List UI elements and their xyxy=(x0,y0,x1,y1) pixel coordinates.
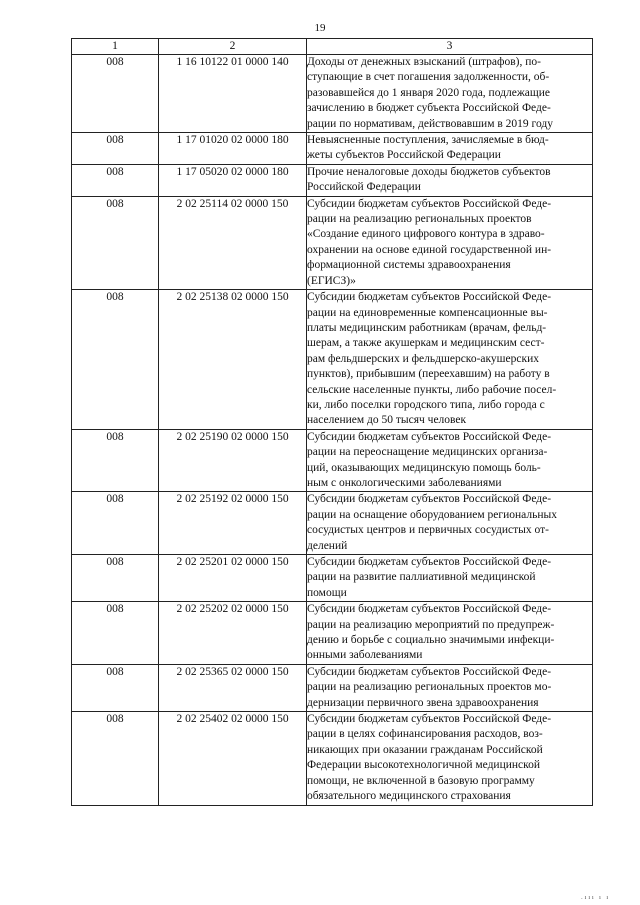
description-line: Доходы от денежных взысканий (штрафов), по- xyxy=(307,56,541,68)
description-line: помощи, не включенной в базовую программу xyxy=(307,774,535,787)
budget-code-cell: 2 02 25202 02 0000 150 xyxy=(159,602,307,665)
description-line: сельские населенные пункты, либо рабочие посел- xyxy=(307,383,557,396)
description-line: Субсидии бюджетам субъектов Российской Феде- xyxy=(307,291,552,304)
description-line: рации на оснащение оборудованием региональных xyxy=(307,508,557,521)
description-line: жеты субъектов Российской Федерации xyxy=(307,149,501,162)
page-number: 19 xyxy=(314,22,326,34)
budget-code-cell: 2 02 25192 02 0000 150 xyxy=(159,492,307,555)
table-row xyxy=(72,555,593,602)
budget-code-cell: 1 17 05020 02 0000 180 xyxy=(159,164,307,196)
description-cell xyxy=(307,664,593,711)
table-row xyxy=(72,664,593,711)
description-line: Субсидии бюджетам субъектов Российской Феде- xyxy=(307,665,552,678)
description-line: рации по нормативам, действовавшим в 2019 году xyxy=(307,117,553,130)
description-line: рации на развитие паллиативной медицинской xyxy=(307,571,536,584)
description-cell xyxy=(307,196,593,289)
footer-mark: .ııı ı ı xyxy=(581,895,610,901)
description-line: рации на реализацию региональных проектов мо- xyxy=(307,681,552,694)
table-row xyxy=(72,712,593,805)
description-line: дению и борьбе с социально значимыми инфекци- xyxy=(307,634,555,647)
description-line: охранении на основе единой государственной ин- xyxy=(307,243,552,256)
description-cell xyxy=(307,712,593,805)
admin-code-cell: 008 xyxy=(72,555,159,602)
description-line: Субсидии бюджетам субъектов Российской Феде- xyxy=(307,556,552,568)
description-line: шерам, а также акушеркам и медицинским сест- xyxy=(307,337,545,350)
budget-code-cell: 2 02 25365 02 0000 150 xyxy=(159,664,307,711)
table-row xyxy=(72,196,593,289)
budget-revenue-table xyxy=(71,38,593,806)
table-header-row xyxy=(72,39,593,55)
description-cell xyxy=(307,55,593,133)
description-line: никающих при оказании гражданам Российской xyxy=(307,743,543,756)
description-line: делений xyxy=(307,539,348,552)
description-line: Прочие неналоговые доходы бюджетов субъектов xyxy=(307,165,551,178)
description-cell xyxy=(307,602,593,665)
description-line: Субсидии бюджетам субъектов Российской Феде- xyxy=(307,197,552,210)
description-line: рации на реализацию региональных проектов xyxy=(307,213,532,226)
description-cell xyxy=(307,492,593,555)
header-col-3: 3 xyxy=(307,39,593,55)
admin-code-cell: 008 xyxy=(72,712,159,805)
description-cell xyxy=(307,290,593,430)
admin-code-cell: 008 xyxy=(72,55,159,133)
description-line: Субсидии бюджетам субъектов Российской Феде- xyxy=(307,713,552,726)
header-col-1: 1 xyxy=(72,39,159,55)
table-row xyxy=(72,429,593,492)
description-line: пунктов), прибывшим (переехавшим) на работу в xyxy=(307,368,550,381)
budget-code-cell: 1 16 10122 01 0000 140 xyxy=(159,55,307,133)
description-line: рации на единовременные компенсационные вы- xyxy=(307,306,548,319)
description-line: ступающие в счет погашения задолженности, об- xyxy=(307,71,550,84)
table-row xyxy=(72,492,593,555)
table-row xyxy=(72,55,593,133)
description-line: рам фельдшерских и фельдшерско-акушерских xyxy=(307,352,539,365)
description-line: Российской Федерации xyxy=(307,181,421,194)
description-line: разовавшейся до 1 января 2020 года, подлежащие xyxy=(307,86,550,99)
description-line: помощи xyxy=(307,586,347,599)
admin-code-cell: 008 xyxy=(72,164,159,196)
description-line: рации на реализацию мероприятий по предупреж- xyxy=(307,618,555,631)
admin-code-cell: 008 xyxy=(72,196,159,289)
description-line: Субсидии бюджетам субъектов Российской Феде- xyxy=(307,603,552,616)
description-cell xyxy=(307,164,593,196)
description-line: рации в целях софинансирования расходов, воз- xyxy=(307,728,543,741)
table-row xyxy=(72,290,593,430)
description-line: сосудистых центров и первичных сосудистых от- xyxy=(307,524,549,537)
description-line: Субсидии бюджетам субъектов Российской Феде- xyxy=(307,430,552,443)
description-line: зачислению в бюджет субъекта Российской Феде- xyxy=(307,102,551,115)
description-line: онными заболеваниями xyxy=(307,649,423,662)
description-line: платы медицинским работникам (врачам, фельд- xyxy=(307,321,547,334)
table-row xyxy=(72,133,593,165)
budget-code-cell: 2 02 25201 02 0000 150 xyxy=(159,555,307,602)
description-line: ным с онкологическими заболеваниями xyxy=(307,476,502,489)
header-col-2: 2 xyxy=(159,39,307,55)
table-body xyxy=(72,55,593,806)
description-line: Субсидии бюджетам субъектов Российской Феде- xyxy=(307,493,552,506)
description-cell xyxy=(307,429,593,492)
admin-code-cell: 008 xyxy=(72,290,159,430)
description-line: формационной системы здравоохранения xyxy=(307,259,511,272)
admin-code-cell: 008 xyxy=(72,602,159,665)
description-line: населением до 50 тысяч человек xyxy=(307,414,467,427)
description-line: (ЕГИСЗ)» xyxy=(307,274,356,287)
description-cell xyxy=(307,133,593,165)
budget-code-cell: 2 02 25114 02 0000 150 xyxy=(159,196,307,289)
description-line: «Создание единого цифрового контура в здраво- xyxy=(307,228,545,241)
description-line: дернизации первичного звена здравоохранения xyxy=(307,696,539,709)
description-line: рации на переоснащение медицинских организа- xyxy=(307,446,548,459)
budget-code-cell: 2 02 25138 02 0000 150 xyxy=(159,290,307,430)
description-line: Невыясненные поступления, зачисляемые в бюд- xyxy=(307,134,549,147)
admin-code-cell: 008 xyxy=(72,492,159,555)
budget-code-cell: 2 02 25402 02 0000 150 xyxy=(159,712,307,805)
budget-code-cell: 1 17 01020 02 0000 180 xyxy=(159,133,307,165)
admin-code-cell: 008 xyxy=(72,429,159,492)
admin-code-cell: 008 xyxy=(72,133,159,165)
description-line: обязательного медицинского страхования xyxy=(307,790,511,803)
table-row xyxy=(72,602,593,665)
description-cell xyxy=(307,555,593,602)
description-line: ций, оказывающих медицинскую помощь боль- xyxy=(307,461,541,474)
description-line: ки, либо поселки городского типа, либо города с xyxy=(307,398,545,411)
admin-code-cell: 008 xyxy=(72,664,159,711)
table-row xyxy=(72,164,593,196)
description-line: Федерации высокотехнологичной медицинской xyxy=(307,759,541,772)
budget-code-cell: 2 02 25190 02 0000 150 xyxy=(159,429,307,492)
